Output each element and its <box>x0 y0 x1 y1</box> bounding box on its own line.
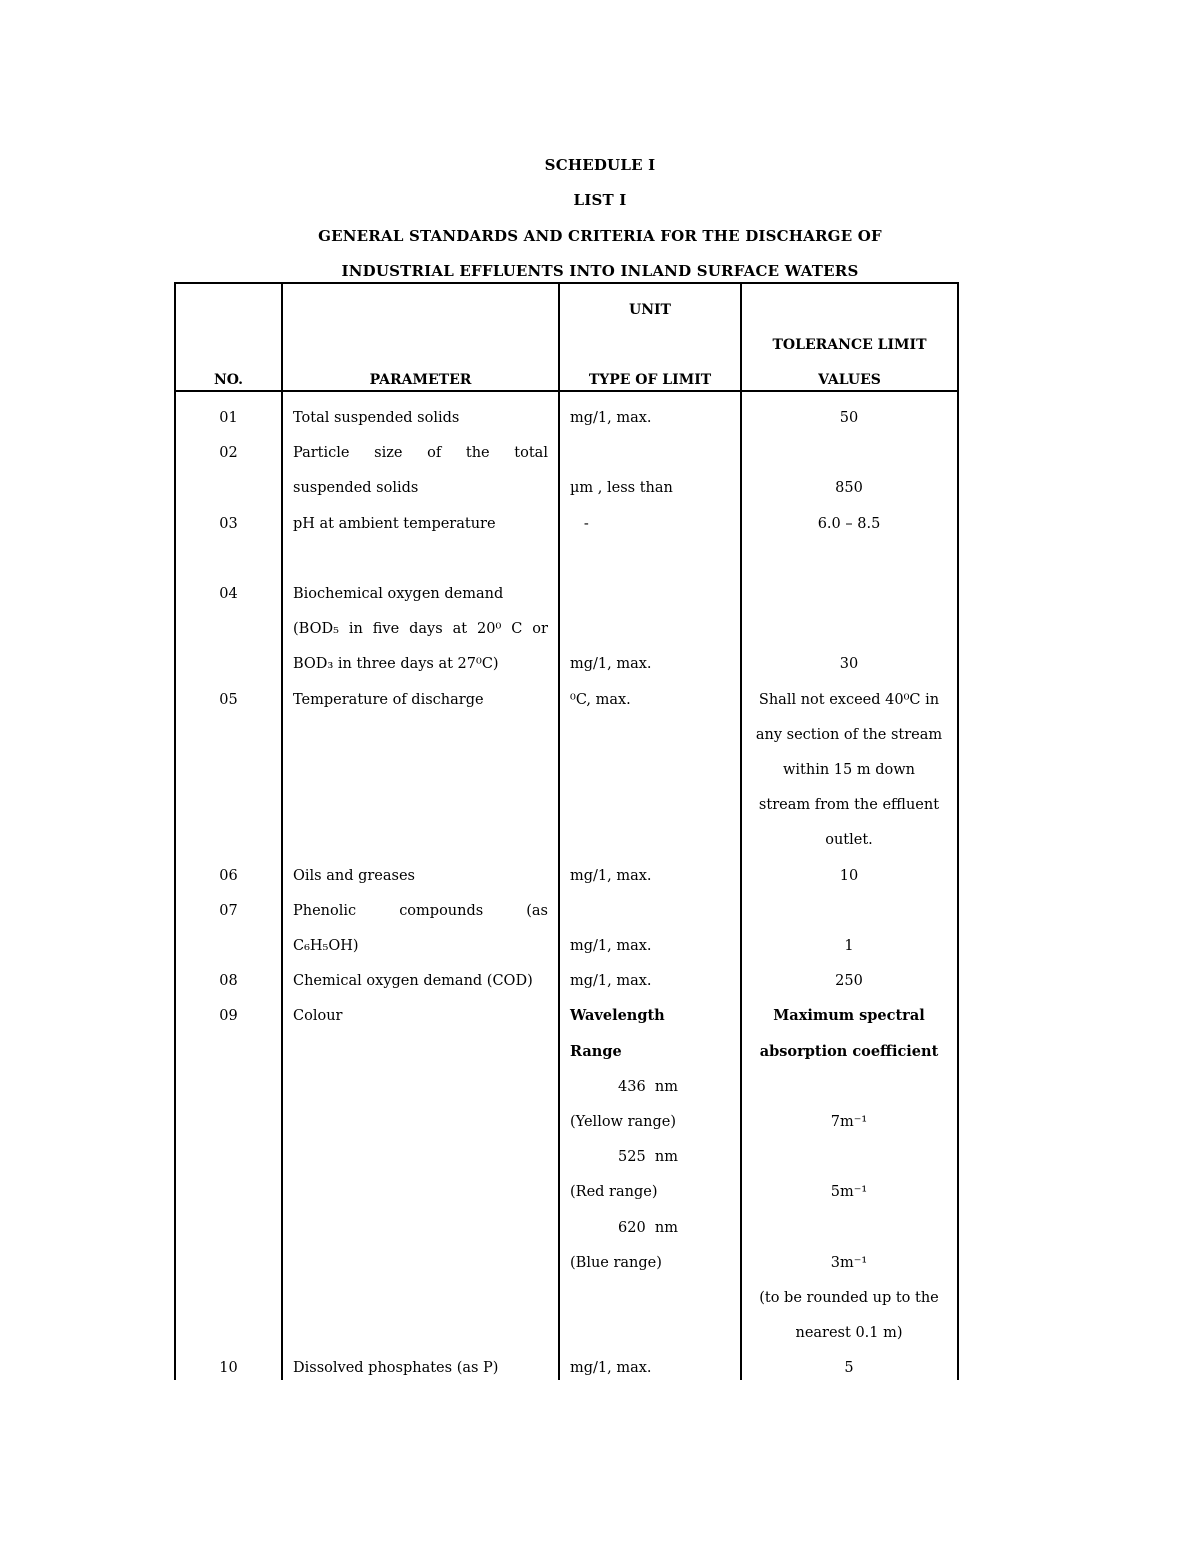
tolerance-cell: (to be rounded up to the <box>759 1290 939 1306</box>
tolerance-cell: 3m⁻¹ <box>830 1254 868 1271</box>
row-number: 10 <box>219 1360 238 1377</box>
parameter-cell: Temperature of discharge <box>293 691 484 708</box>
table-row <box>0 619 1200 654</box>
table-row <box>0 654 1200 689</box>
row-number: 04 <box>219 586 238 602</box>
unit-cell: mg/1, max. <box>570 938 652 954</box>
tolerance-cell: stream from the effluent <box>758 797 940 814</box>
unit-cell: µm , less than <box>570 480 673 497</box>
table-row <box>0 971 1200 1006</box>
table-row <box>0 936 1200 971</box>
parameter-word: at <box>452 621 468 638</box>
table-row <box>0 408 1200 443</box>
table-row <box>0 830 1200 865</box>
table-row <box>0 584 1200 619</box>
tolerance-cell: 6.0 – 8.5 <box>817 515 881 532</box>
header-bottom-border <box>174 390 959 392</box>
document-title-line2: INDUSTRIAL EFFLUENTS INTO INLAND SURFACE WATERS <box>341 262 859 280</box>
tolerance-cell: 30 <box>839 656 859 673</box>
parameter-cell: Biochemical oxygen demand <box>293 586 504 602</box>
table-row <box>0 1358 1200 1393</box>
tolerance-cell: outlet. <box>825 832 873 849</box>
header-no: NO. <box>213 372 244 388</box>
unit-cell: (Red range) <box>570 1184 658 1201</box>
parameter-cell: Dissolved phosphates (as P) <box>293 1360 499 1377</box>
table-row <box>0 1006 1200 1041</box>
table-row <box>0 866 1200 901</box>
table-row <box>0 549 1200 584</box>
parameter-cell <box>293 901 548 921</box>
row-number: 02 <box>219 445 238 462</box>
parameter-cell: suspended solids <box>293 480 419 497</box>
parameter-word: (BOD₅ <box>293 621 339 638</box>
table-row <box>0 1253 1200 1288</box>
parameter-cell <box>293 619 548 639</box>
unit-cell: mg/1, max. <box>570 410 652 426</box>
unit-cell: (Blue range) <box>570 1254 662 1271</box>
unit-cell: ⁰C, max. <box>570 691 631 708</box>
parameter-word: (as <box>526 902 548 919</box>
row-number: 03 <box>219 515 238 532</box>
row-number: 01 <box>219 410 238 426</box>
parameter-cell: pH at ambient temperature <box>293 515 496 532</box>
table-row <box>0 1218 1200 1253</box>
parameter-word: days <box>409 621 443 638</box>
table-row <box>0 1112 1200 1147</box>
unit-cell: 620 nm <box>618 1219 678 1236</box>
table-row <box>0 1288 1200 1323</box>
unit-cell: Wavelength <box>570 1007 665 1025</box>
row-number: 09 <box>219 1008 238 1025</box>
tolerance-cell: absorption coefficient <box>759 1042 939 1060</box>
parameter-cell: Oils and greases <box>293 867 415 884</box>
table-row <box>0 1147 1200 1182</box>
parameter-word: size <box>374 445 403 462</box>
unit-cell: Range <box>570 1042 622 1060</box>
tolerance-cell: 850 <box>835 480 863 497</box>
row-number: 06 <box>219 867 238 884</box>
table-row <box>0 478 1200 513</box>
table-row <box>0 901 1200 936</box>
unit-cell: mg/1, max. <box>570 1360 652 1377</box>
tolerance-cell: 50 <box>839 410 859 426</box>
parameter-word: total <box>514 445 548 462</box>
row-number: 08 <box>219 973 238 990</box>
tolerance-cell: 7m⁻¹ <box>830 1114 868 1130</box>
table-row <box>0 760 1200 795</box>
table-row <box>0 514 1200 549</box>
unit-cell: (Yellow range) <box>570 1114 677 1130</box>
parameter-cell <box>293 443 548 463</box>
table-row <box>0 443 1200 478</box>
table-row <box>0 1042 1200 1077</box>
parameter-word: the <box>465 445 490 462</box>
parameter-word: or <box>532 621 548 638</box>
header-parameter: PARAMETER <box>369 372 472 388</box>
parameter-cell: Colour <box>293 1008 343 1025</box>
unit-cell: 525 nm <box>618 1149 678 1166</box>
unit-cell: 436 nm <box>618 1078 678 1095</box>
document-title-line1: GENERAL STANDARDS AND CRITERIA FOR THE DISCHARGE OF <box>318 227 882 245</box>
tolerance-cell: 10 <box>839 867 859 884</box>
tolerance-cell: 5 <box>844 1360 854 1377</box>
table-row <box>0 795 1200 830</box>
table-row <box>0 1323 1200 1358</box>
row-number: 07 <box>219 902 238 919</box>
header-tolerance-limit: TOLERANCE LIMIT <box>772 337 927 353</box>
table-row <box>0 690 1200 725</box>
parameter-cell: BOD₃ in three days at 27⁰C) <box>293 656 499 673</box>
unit-cell: mg/1, max. <box>570 973 652 990</box>
parameter-word: C <box>511 621 523 638</box>
header-values: VALUES <box>818 372 881 388</box>
parameter-word: Particle <box>293 445 350 462</box>
parameter-cell: Chemical oxygen demand (COD) <box>293 973 533 990</box>
tolerance-cell: 250 <box>835 973 863 990</box>
parameter-cell: C₆H₅OH) <box>293 938 359 954</box>
parameter-word: compounds <box>399 902 484 919</box>
tolerance-cell: within 15 m down <box>783 762 915 778</box>
schedule-heading: SCHEDULE I <box>544 156 656 174</box>
tolerance-cell: Maximum spectral <box>773 1007 925 1025</box>
table-top-border <box>174 282 959 284</box>
tolerance-cell: 1 <box>844 938 854 954</box>
tolerance-cell: any section of the stream <box>755 726 943 743</box>
parameter-word: Phenolic <box>293 902 357 919</box>
unit-cell: mg/1, max. <box>570 867 652 884</box>
parameter-word: in <box>348 621 363 638</box>
unit-cell: - <box>570 515 589 532</box>
parameter-cell: Total suspended solids <box>293 410 460 426</box>
tolerance-cell: 5m⁻¹ <box>830 1184 868 1201</box>
parameter-word: 20⁰ <box>477 621 502 638</box>
row-number: 05 <box>219 691 238 708</box>
unit-cell: mg/1, max. <box>570 656 652 673</box>
list-heading: LIST I <box>573 191 627 209</box>
tolerance-cell: Shall not exceed 40⁰C in <box>758 691 940 708</box>
tolerance-cell: nearest 0.1 m) <box>795 1325 903 1342</box>
header-unit: UNIT <box>629 302 671 318</box>
header-type-of-limit: TYPE OF LIMIT <box>588 372 712 388</box>
parameter-word: five <box>372 621 400 638</box>
parameter-word: of <box>427 445 442 462</box>
table-row <box>0 725 1200 760</box>
table-row <box>0 1077 1200 1112</box>
table-row <box>0 1182 1200 1217</box>
